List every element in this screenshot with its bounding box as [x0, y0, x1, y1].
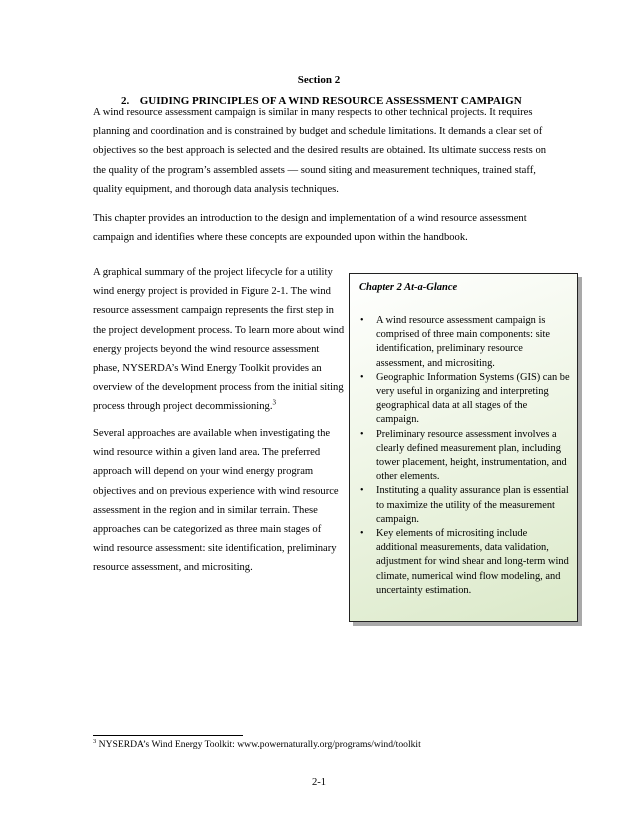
bullet-icon: •	[360, 371, 364, 383]
bullet-icon: •	[360, 528, 364, 540]
heading-title: GUIDING PRINCIPLES OF A WIND RESOURCE ASSESSMENT CAMPAIGN	[139, 95, 522, 107]
heading-number: 2.	[121, 95, 130, 107]
list-item	[357, 527, 571, 598]
footnote-ref: 3	[272, 398, 276, 407]
bullet-icon: •	[360, 315, 364, 326]
list-item-text: Instituting a quality assurance plan is essential to maximize the utility of the measurement campaign.	[376, 485, 569, 525]
glance-list	[357, 314, 571, 598]
chapter-paragraph: This chapter provides an introduction to the design and implementation of a wind resource assessment campaign and identifies where these concepts are expounded upon within the handbook.	[93, 213, 527, 244]
list-item-text: Geographic Information Systems (GIS) can be very useful in organizing and interpreting geographical data at all stages of the campaign.	[376, 371, 570, 426]
bullet-icon: •	[360, 428, 364, 440]
list-item-text: Preliminary resource assessment involves a clearly defined measurement plan, including tower placement, height, instrumentation, and other elements.	[376, 428, 567, 483]
footnote-divider	[93, 735, 243, 736]
page-number: 2-1	[311, 777, 327, 788]
approaches-paragraph: Several approaches are available when investigating the wind resource within a given land area. The preferred approach will depend on your wind energy program objectives and on previous experience with wind resource assessment in the region and in similar terrain. These approaches can be categorized as three main stages of wind resource assessment: site identification, preliminary resource assessment, and micrositing.	[93, 428, 339, 574]
list-item-text: A wind resource assessment campaign is comprised of three main components: site identification, preliminary resource assessment, and micrositing.	[376, 315, 550, 369]
footnote-text: NYSERDA’s Wind Energy Toolkit: www.powernaturally.org/programs/wind/toolkit	[96, 739, 421, 750]
section-label: Section 2	[297, 74, 341, 86]
list-item	[357, 314, 571, 371]
list-item	[357, 428, 571, 485]
intro-paragraph: A wind resource assessment campaign is similar in many respects to other technical projects. It requires planning and coordination and is constrained by budget and schedule limitations. It demands a clear set of objectives so the best approach is selected and the desired results are obtained. Its ultimate success rests on the quality of the program’s assembled assets — sound siting and measurement techniques, trained staff, quality equipment, and thorough data analysis techniques.	[93, 107, 547, 195]
glance-title: Chapter 2 At-a-Glance	[359, 282, 458, 293]
lifecycle-text: A graphical summary of the project lifecycle for a utility wind energy project is provided in Figure 2-1. The wind resource assessment campaign represents the first step in the project development process. To learn more about wind energy projects beyond the wind resource assessment phase, NYSERDA’s Wind Energy Toolkit provides an overview of the development process from the initial siting process through project decommissioning.	[93, 267, 345, 413]
lifecycle-paragraph	[93, 263, 345, 417]
list-item-text: Key elements of micrositing include additional measurements, data validation, adjustment for wind shear and long-term wind climate, numerical wind flow modeling, and uncertainty estimation.	[376, 528, 569, 596]
bullet-icon: •	[360, 485, 364, 497]
at-a-glance-box	[349, 273, 578, 622]
footnote	[93, 739, 421, 750]
list-item	[357, 484, 571, 527]
list-item	[357, 371, 571, 428]
footnote-marker: 3	[93, 737, 97, 745]
